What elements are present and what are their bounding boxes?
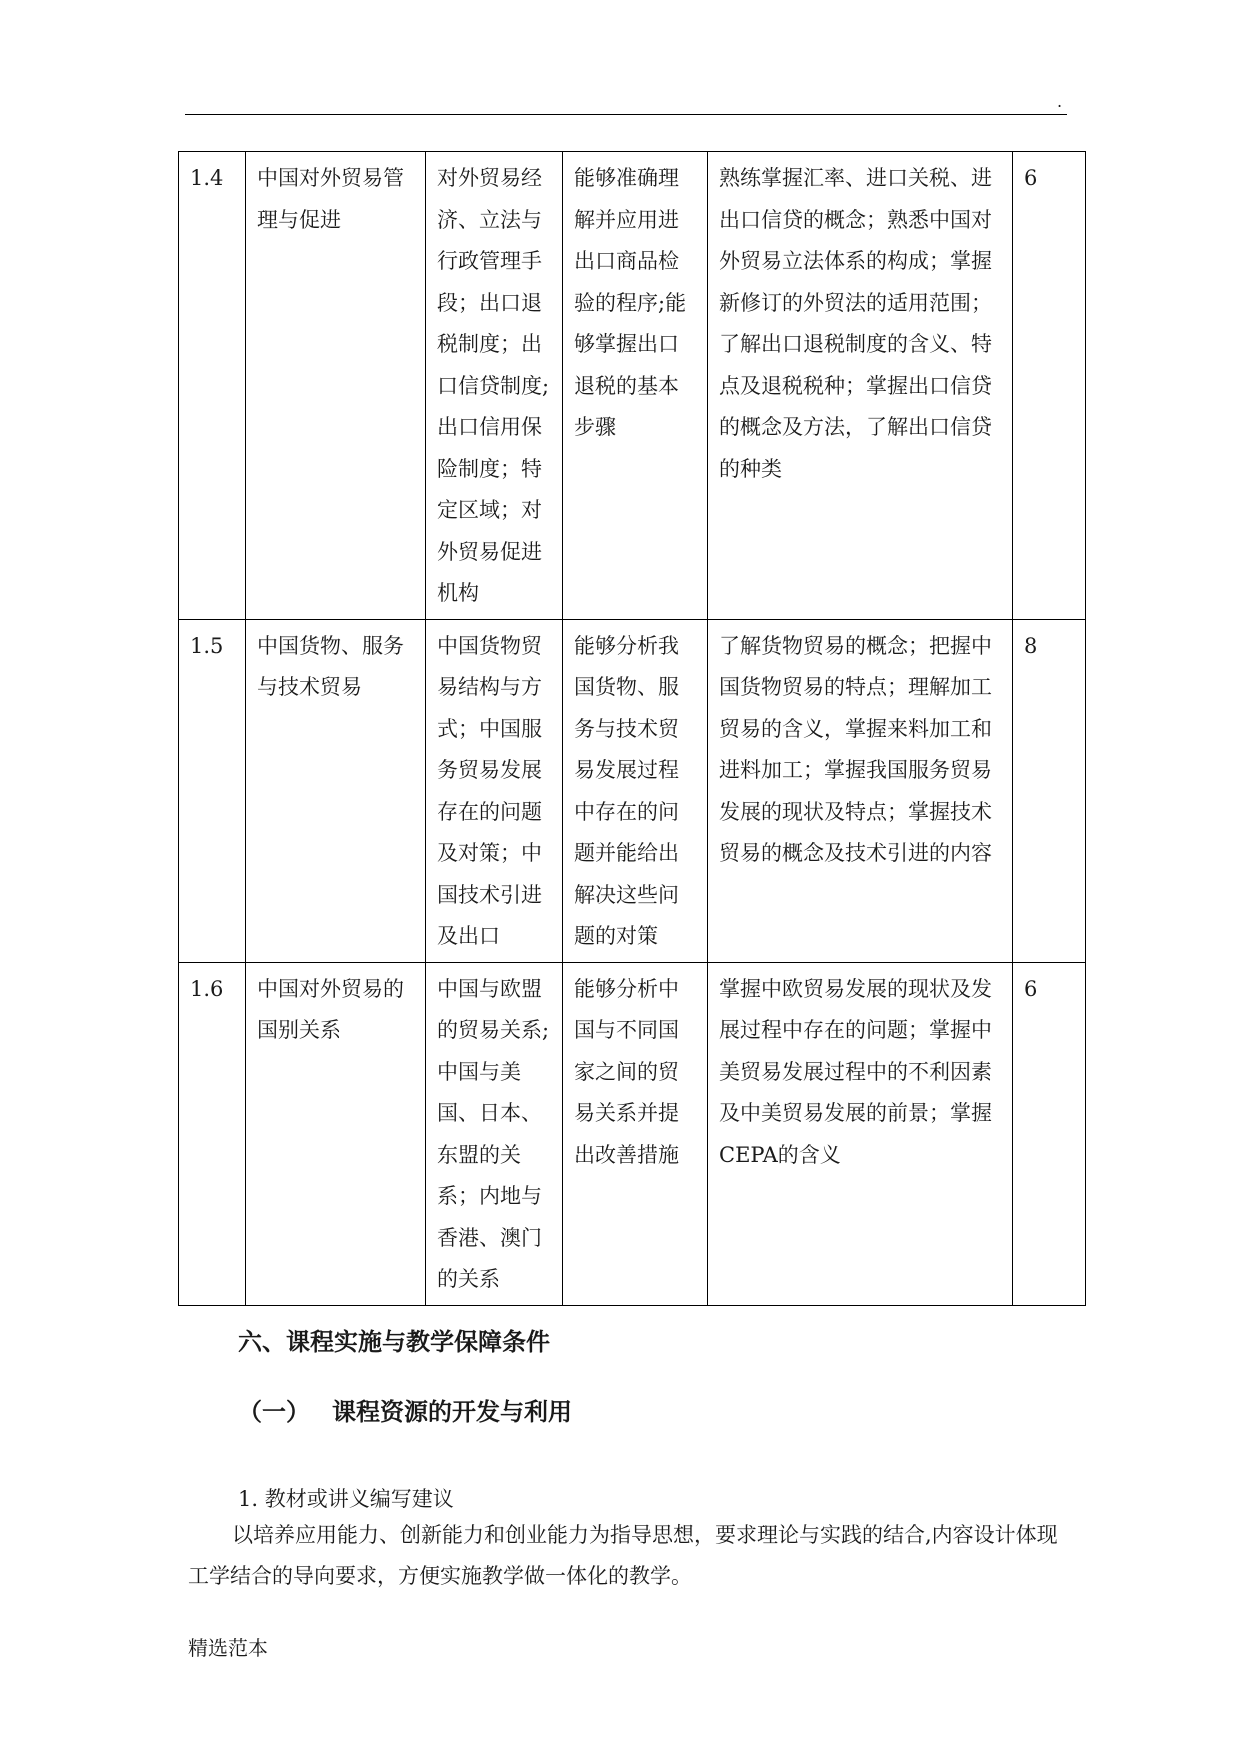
row-ability: 能够准确理解并应用进出口商品检验的程序;能够掌握出口退税的基本步骤: [563, 152, 708, 620]
table-row: [179, 152, 1086, 620]
header-mark: .: [1057, 92, 1063, 111]
page-footer: 精选范本: [188, 1636, 268, 1660]
table-row: [179, 619, 1086, 962]
subheading-text: 课程资源的开发与利用: [332, 1398, 572, 1426]
section-heading: 六、课程实施与教学保障条件: [238, 1328, 550, 1356]
row-id: 1.4: [179, 152, 246, 620]
row-hours: 6: [1013, 152, 1086, 620]
row-hours: 6: [1013, 962, 1086, 1305]
header-rule: [185, 114, 1067, 115]
row-topic: 中国对外贸易管理与促进: [246, 152, 426, 620]
row-knowledge: 掌握中欧贸易发展的现状及发展过程中存在的问题；掌握中美贸易发展过程中的不利因素及中美贸易发展的前景；掌握CEPA的含义: [708, 962, 1013, 1305]
row-knowledge: 了解货物贸易的概念；把握中国货物贸易的特点；理解加工贸易的含义，掌握来料加工和进料加工；掌握我国服务贸易发展的现状及特点；掌握技术贸易的概念及技术引进的内容: [708, 619, 1013, 962]
row-content: 中国货物贸易结构与方式；中国服务贸易发展存在的问题及对策；中国技术引进及出口: [426, 619, 563, 962]
row-topic: 中国对外贸易的国别关系: [246, 962, 426, 1305]
row-id: 1.5: [179, 619, 246, 962]
curriculum-table: [178, 151, 1086, 1306]
row-ability: 能够分析中国与不同国家之间的贸易关系并提出改善措施: [563, 962, 708, 1305]
row-ability: 能够分析我国货物、服务与技术贸易发展过程中存在的问题并能给出解决这些问题的对策: [563, 619, 708, 962]
row-content: 中国与欧盟的贸易关系;中国与美国、日本、东盟的关系；内地与香港、澳门的关系: [426, 962, 563, 1305]
table-row: [179, 962, 1086, 1305]
body-paragraph: 以培养应用能力、创新能力和创业能力为指导思想，要求理论与实践的结合,内容设计体现工学结合的导向要求，方便实施教学做一体化的教学。: [188, 1523, 1058, 1588]
row-id: 1.6: [179, 962, 246, 1305]
row-content: 对外贸易经济、立法与行政管理手段；出口退税制度；出口信贷制度;出口信用保险制度；特定区域；对外贸易促进机构: [426, 152, 563, 620]
row-topic: 中国货物、服务与技术贸易: [246, 619, 426, 962]
row-hours: 8: [1013, 619, 1086, 962]
section-subheading: [238, 1392, 572, 1427]
subheading-number: （一）: [238, 1398, 310, 1426]
row-knowledge: 熟练掌握汇率、进口关税、进出口信贷的概念；熟悉中国对外贸易立法体系的构成；掌握新修订的外贸法的适用范围；了解出口退税制度的含义、特点及退税税种；掌握出口信贷的概念及方法，了解出口信贷的种类: [708, 152, 1013, 620]
item-title: 1. 教材或讲义编写建议: [238, 1487, 454, 1511]
